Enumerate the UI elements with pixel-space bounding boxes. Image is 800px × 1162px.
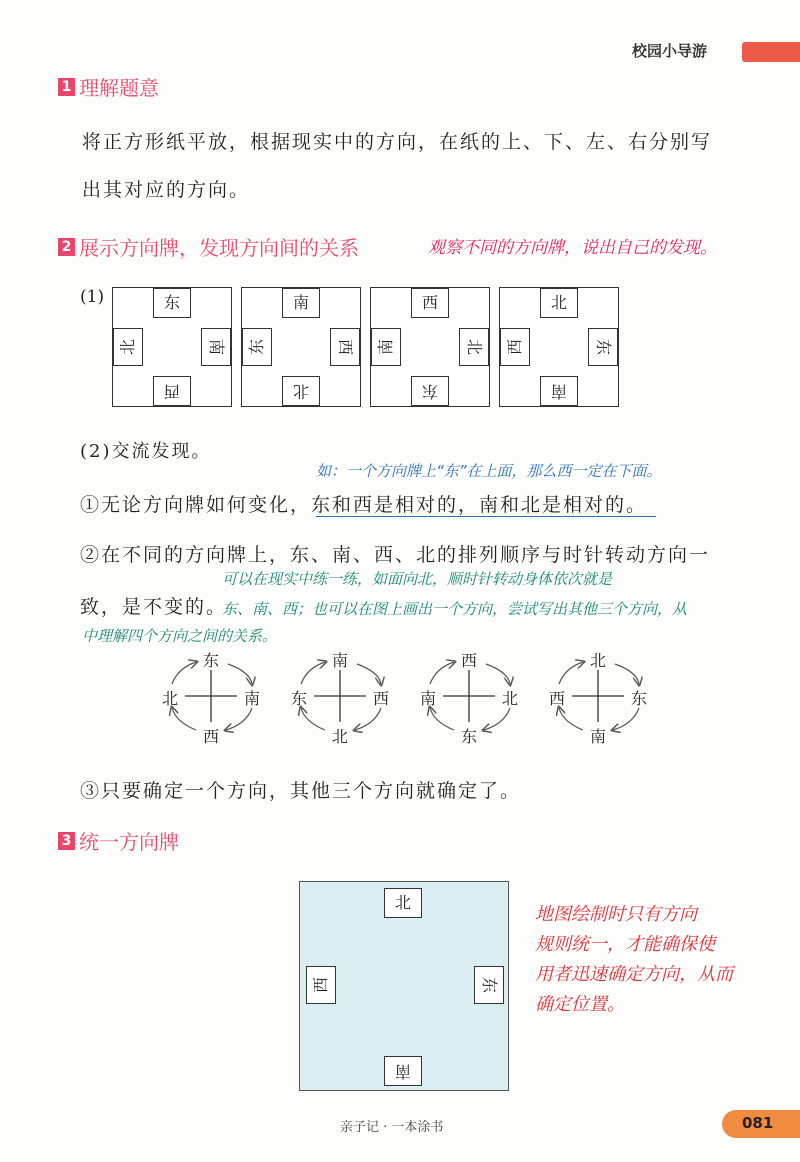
compass-1-lines <box>172 662 252 730</box>
note-line-3: 用者迅速确定方向，从而 <box>535 964 733 985</box>
note-line-2: 规则统一，才能确保使 <box>535 934 715 955</box>
section2-number: 2 <box>58 238 75 256</box>
compass2-right: 西 <box>372 689 389 708</box>
compass3-right: 北 <box>501 689 518 708</box>
unified-left-label: 西 <box>306 966 336 1004</box>
unified-direction-sign <box>299 881 509 1091</box>
sign3-top-label: 西 <box>411 288 449 318</box>
compass1-bottom: 西 <box>202 727 219 746</box>
finding-3: ③只要确定一个方向，其他三个方向就确定了。 <box>80 780 522 802</box>
sign4-top-label: 北 <box>540 288 578 318</box>
section3-heading <box>58 826 179 855</box>
compass4-bottom: 南 <box>589 727 606 746</box>
sign2-top-label: 南 <box>282 288 320 318</box>
compass4-top: 北 <box>589 651 606 670</box>
sub1-label: (1) <box>80 287 105 307</box>
green-note-line3: 中理解四个方向之间的关系。 <box>82 627 278 645</box>
compass2-left: 东 <box>290 689 307 708</box>
compass3-left: 南 <box>419 689 436 708</box>
sub2-label: (2)交流发现。 <box>80 441 212 462</box>
compass2-top: 南 <box>331 651 348 670</box>
section1-title: 理解题意 <box>79 76 159 100</box>
section1-line2: 出其对应的方向。 <box>82 179 251 201</box>
section1-line1: 将正方形纸平放，根据现实中的方向，在纸的上、下、左、右分别写 <box>82 131 713 153</box>
compass1-top: 东 <box>202 651 219 670</box>
compass-3-lines <box>430 662 510 730</box>
sign3-bottom-label: 东 <box>411 376 449 406</box>
unified-top-label: 北 <box>384 888 422 918</box>
sign1-top-label: 东 <box>153 288 191 318</box>
finding-2-line2: 致，是不变的。 <box>80 596 228 618</box>
sign2-right-label: 西 <box>330 328 360 366</box>
compass4-right: 东 <box>630 689 647 708</box>
unified-right-label: 东 <box>474 966 504 1004</box>
sign2-left-label: 东 <box>242 328 272 366</box>
section3-title: 统一方向牌 <box>79 830 179 854</box>
sign3-right-label: 北 <box>459 328 489 366</box>
blue-handwritten-note: 如：一个方向牌上“东”在上面，那么西一定在下面。 <box>316 462 662 480</box>
header-title: 校园小导游 <box>632 42 708 60</box>
compass3-top: 西 <box>460 651 477 670</box>
compass-2-lines <box>301 662 381 730</box>
sign3-left-label: 南 <box>371 328 401 366</box>
section3-number: 3 <box>58 832 75 850</box>
page-number: 081 <box>742 1114 774 1132</box>
sign1-left-label: 北 <box>113 328 143 366</box>
section3-handwritten-note <box>535 900 785 1020</box>
note-line-1: 地图绘制时只有方向 <box>535 904 697 925</box>
compass2-bottom: 北 <box>331 727 348 746</box>
sign4-left-label: 西 <box>500 328 530 366</box>
compass3-bottom: 东 <box>460 727 477 746</box>
finding-2-line1: ②在不同的方向牌上，东、南、西、北的排列顺序与时针转动方向一 <box>80 544 711 566</box>
compass1-right: 南 <box>243 689 260 708</box>
footer-text: 亲子记 · 一本涂书 <box>340 1120 444 1135</box>
finding-1: ①无论方向牌如何变化，东和西是相对的，南和北是相对的。 <box>80 494 648 516</box>
green-note-line2: 东、南、西；也可以在图上画出一个方向，尝试写出其他三个方向，从 <box>222 600 688 618</box>
sign4-right-label: 东 <box>588 328 618 366</box>
green-note-line1: 可以在现实中练一练，如面向北，顺时针转动身体依次就是 <box>222 570 613 588</box>
sign2-bottom-label: 北 <box>282 376 320 406</box>
section1-number: 1 <box>58 78 75 96</box>
sign1-right-label: 南 <box>201 328 231 366</box>
compass-4-lines <box>559 662 639 730</box>
note-line-4: 确定位置。 <box>535 994 625 1015</box>
compass4-left: 西 <box>548 689 565 708</box>
sign1-bottom-label: 西 <box>153 376 191 406</box>
section2-handwritten-note: 观察不同的方向牌，说出自己的发现。 <box>428 238 717 258</box>
section2-title: 展示方向牌，发现方向间的关系 <box>79 236 359 260</box>
sign4-bottom-label: 南 <box>540 376 578 406</box>
unified-bottom-label: 南 <box>384 1056 422 1086</box>
compass1-left: 北 <box>161 689 178 708</box>
